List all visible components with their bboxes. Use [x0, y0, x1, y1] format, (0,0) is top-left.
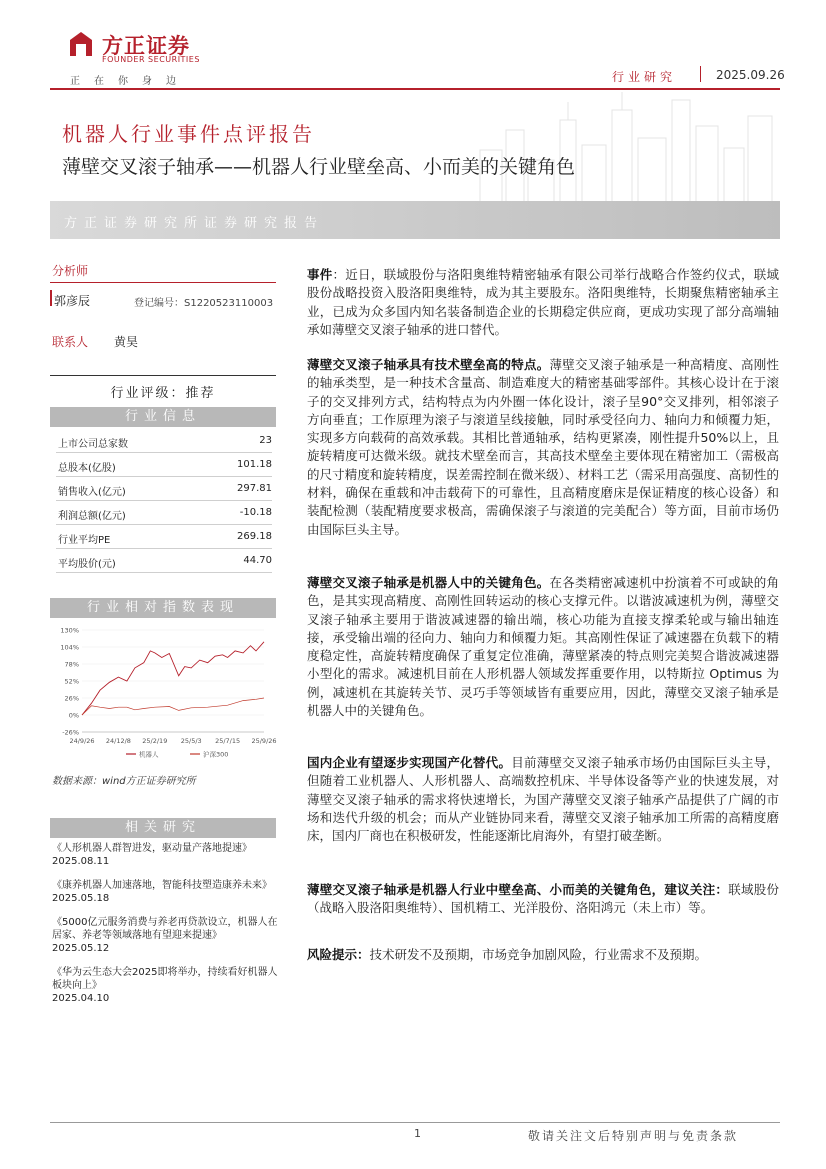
- info-row: [56, 526, 272, 549]
- report-headline: 薄壁交叉滚子轴承——机器人行业壁垒高、小而美的关键角色: [62, 156, 576, 178]
- logo-text: 方正证券: [102, 34, 190, 58]
- paragraph-body: 薄壁交叉滚子轴承是一种高精度、高刚性的轴承类型，是一种技术含量高、制造难度大的精密基础零部件。其核心设计在于滚子的交叉排列方式，结构特点为内外圈一体化设计，滚子呈90°交叉排列，相邻滚子方向垂直；工作原理为滚子与滚道呈线接触，同时承受径向力、轴向力和倾覆力矩，实现多方向载荷的高效承载。其相比普通轴承，结构更紧凑，刚性提升50%以上，且旋转精度可达微米级。就技术壁垒而言，其高技术壁垒主要体现在精密加工（需极高的尺寸精度和旋转精度，误差需控制在微米级）、材料工艺（需采用高强度、高韧性的材料，确保在重载和冲击载荷下的可靠性，且高精度磨床是保证精度的核心设备）和装配检测（装配精度要求极高，需确保滚子与滚道的完美配合）等方面，目前市场仍由国际巨头主导。: [307, 357, 779, 537]
- related-item: [52, 842, 278, 868]
- related-date: 2025.05.18: [52, 893, 110, 904]
- footer-rule: [50, 1122, 780, 1123]
- analyst-marker: [50, 290, 52, 306]
- paragraph-body: 技术研发不及预期，市场竞争加剧风险，行业需求不及预期。: [369, 947, 708, 962]
- legend-label: 沪深300: [203, 750, 229, 759]
- related-date: 2025.05.12: [52, 943, 110, 954]
- x-tick-label: 25/2/19: [142, 737, 168, 745]
- y-tick-label: 130%: [60, 626, 79, 635]
- y-tick-label: 0%: [68, 711, 79, 720]
- related-item: [52, 916, 278, 955]
- disclaimer-note: 敬请关注文后特别声明与免责条款: [528, 1129, 739, 1143]
- info-value: 101.18: [237, 459, 272, 470]
- contact-name: 黄昊: [114, 335, 139, 349]
- x-tick-label: 25/5/3: [180, 737, 202, 745]
- paragraph-body: ：近日，联域股份与洛阳奥维特精密轴承有限公司举行战略合作签约仪式，联域股份战略投资入股洛阳奥维特，成为其主要股东。洛阳奥维特，长期聚焦精密轴承主业，已成为众多国内知名装备制造企业的长期稳定供应商，更成功实现了部分高端轴承如薄壁交叉滚子轴承的进口替代。: [307, 267, 779, 337]
- x-tick-label: 24/9/26: [69, 737, 95, 745]
- info-row: [56, 454, 272, 477]
- founder-logo-icon: [66, 28, 96, 60]
- paragraph-body: 目前薄壁交叉滚子轴承市场仍由国际巨头主导，但随着工业机器人、人形机器人、高端数控机床、半导体设备等产业的快速发展，对薄壁交叉滚子轴承的需求将快速增长，为国产薄壁交叉滚子轴承产品提供了广阔的市场和迭代升级的机会；而从产业链协同来看，薄壁交叉滚子轴承加工所需的高精度磨床，国内厂商也在积极研发，性能逐渐比肩海外，有望打破垄断。: [307, 755, 779, 844]
- contact-label: 联系人: [52, 335, 89, 349]
- info-key: 行业平均PE: [58, 535, 111, 546]
- y-tick-label: 52%: [64, 677, 79, 686]
- y-tick-label: -26%: [62, 728, 79, 737]
- x-tick-label: 25/7/15: [215, 737, 241, 745]
- info-row: [56, 502, 272, 525]
- info-key: 总股本(亿股): [58, 463, 116, 474]
- header-separator: [700, 66, 701, 82]
- info-value: 23: [259, 435, 272, 446]
- info-row: [56, 430, 272, 453]
- related-title: 《5000亿元服务消费与养老再贷款设立，机器人在居家、养老等领域落地有望迎来提速》: [52, 917, 278, 941]
- related-title: 《人形机器人群智进发，驱动量产落地提速》: [52, 843, 252, 854]
- index-performance-header: 行业相对指数表现: [50, 598, 276, 618]
- city-skyline-watermark: [470, 90, 780, 202]
- page-number: 1: [414, 1127, 421, 1140]
- info-value: 44.70: [243, 555, 272, 566]
- analyst-rule: [50, 282, 276, 283]
- x-tick-label: 24/12/8: [105, 737, 131, 745]
- paragraph-body: 在各类精密减速机中扮演着不可或缺的角色，是其实现高精度、高刚性回转运动的核心支撑元件。以谐波减速机为例，薄壁交叉滚子轴承主要用于谐波减速器的输出端，核心功能为直接支撑柔轮或与输出轴连接，承受输出端的径向力、轴向力和倾覆力矩。其高刚性保证了减速器在负载下的精度稳定性，高旋转精度确保了重复定位准确，薄壁紧凑的特点则完美契合谐波减速器小型化的需求。减速机目前在人形机器人领域发挥重要作用，以特斯拉 Optimus 为例，减速机在其旋转关节、灵巧手等领域皆有重要应用，因此，薄壁交叉滚子轴承是机器人中的关键角色。: [307, 575, 779, 719]
- related-research-header: 相关研究: [50, 818, 276, 838]
- paragraph-lead: 事件: [307, 267, 333, 282]
- paragraph-lead: 风险提示：: [307, 947, 370, 962]
- localization-paragraph: [307, 754, 779, 845]
- industry-info-header: 行业信息: [50, 407, 276, 427]
- info-row: [56, 478, 272, 501]
- slogan: 正在你身边: [70, 76, 190, 87]
- banner-text: 方正证券研究所证券研究报告: [64, 216, 325, 231]
- related-date: 2025.08.11: [52, 856, 110, 867]
- related-item: [52, 966, 278, 1005]
- rating-rule: [50, 375, 276, 376]
- info-row: [56, 550, 272, 573]
- legend-label: 机器人: [139, 750, 159, 759]
- paragraph-lead: 薄壁交叉滚子轴承具有技术壁垒高的特点。: [307, 357, 550, 372]
- y-tick-label: 78%: [64, 660, 79, 669]
- industry-rating: 行业评级：推荐: [110, 386, 216, 401]
- y-tick-label: 26%: [64, 694, 79, 703]
- paragraph-lead: 国内企业有望逐步实现国产化替代。: [307, 755, 512, 770]
- related-date: 2025.04.10: [52, 993, 110, 1004]
- analyst-name: 郭彦辰: [54, 294, 91, 308]
- paragraph-body: 联域股份（战略入股洛阳奥维特）、国机精工、光洋股份、洛阳鸿元（未上市）等。: [307, 882, 779, 916]
- x-tick-label: 25/9/26: [251, 737, 277, 745]
- info-key: 利润总额(亿元): [58, 511, 126, 522]
- relative-index-chart: [56, 622, 277, 762]
- series-line-csi300: [82, 698, 264, 715]
- info-value: -10.18: [239, 507, 272, 518]
- analyst-reg-no: 登记编号：S1220523110003: [134, 298, 274, 309]
- key-role-paragraph: [307, 574, 779, 720]
- analyst-label: 分析师: [52, 264, 89, 278]
- report-type-title: 机器人行业事件点评报告: [62, 122, 315, 146]
- info-key: 上市公司总家数: [58, 439, 128, 450]
- logo-english: FOUNDER SECURITIES: [102, 55, 200, 64]
- series-line-robot: [82, 642, 264, 715]
- related-item: [52, 879, 278, 905]
- data-source: 数据来源：wind方正证券研究所: [52, 776, 196, 787]
- info-key: 销售收入(亿元): [58, 487, 126, 498]
- info-key: 平均股价(元): [58, 559, 116, 570]
- y-tick-label: 104%: [60, 643, 79, 652]
- tech-barrier-paragraph: [307, 356, 779, 539]
- recommendation-paragraph: [307, 881, 779, 918]
- paragraph-lead: 薄壁交叉滚子轴承是机器人行业中壁垒高、小而美的关键角色，建议关注：: [307, 882, 729, 897]
- related-title: 《华为云生态大会2025即将举办，持续看好机器人板块向上》: [52, 967, 278, 991]
- paragraph-lead: 薄壁交叉滚子轴承是机器人中的关键角色。: [307, 575, 550, 590]
- risk-paragraph: [307, 946, 779, 964]
- related-title: 《康养机器人加速落地，智能科技塑造康养未来》: [52, 880, 272, 891]
- event-paragraph: [307, 266, 779, 339]
- report-category: 行业研究: [612, 70, 677, 84]
- report-date: 2025.09.26: [716, 68, 785, 82]
- info-value: 297.81: [237, 483, 272, 494]
- info-value: 269.18: [237, 531, 272, 542]
